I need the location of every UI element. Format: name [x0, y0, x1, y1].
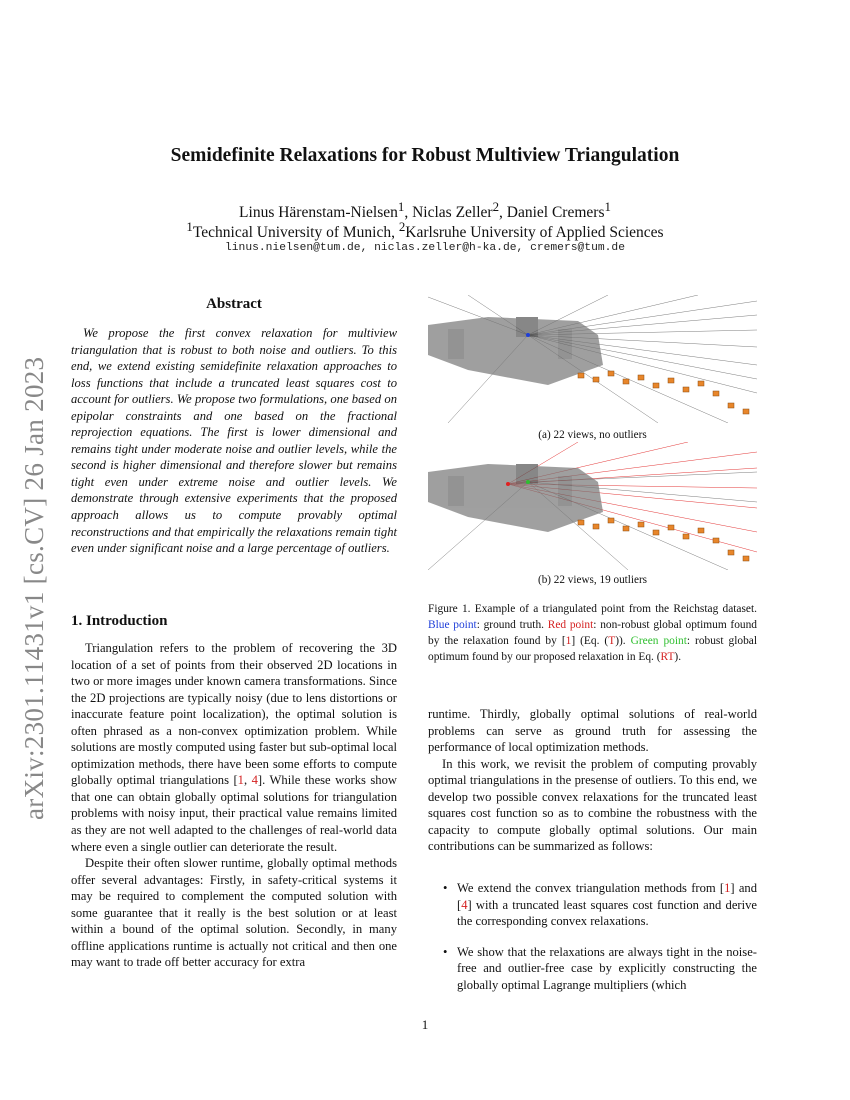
paper-title: Semidefinite Relaxations for Robust Multiview Triangulation: [170, 145, 680, 166]
affil-1-mark: 1: [186, 219, 193, 234]
figure-1a-caption: (a) 22 views, no outliers: [538, 429, 647, 441]
introduction-body: [71, 640, 397, 971]
abstract-body: We propose the first convex relaxation for multiview triangulation that is robust to both noise and outliers. To this end, we extend existing semidefinite relaxation approaches to loss functions that include a truncated least squares cost to account for outliers. We propose two formulations, one based on epipolar constraints and one based on the fractional reprojection equations. The first is lower dimensional and remains tight under moderate noise and outlier levels, while the second is higher dimensional and therefore slower but remains tight even under extreme noise and outlier levels. We demonstrate through extensive experiments that the proposed approach allows us to compute provably optimal reconstructions and that empirically the relaxations remain tight even under significant noise and a large percentage of outliers.: [71, 326, 397, 556]
building-point-cloud: [428, 317, 603, 385]
page-number: 1: [421, 1017, 429, 1032]
figure-1-caption: [428, 601, 757, 665]
author-1: Linus Härenstam-Nielsen: [239, 204, 398, 222]
intro-paragraph-1: [71, 640, 397, 855]
right-paragraph-2: In this work, we revisit the problem of computing provably optimal triangulations in the presense of outliers. To this end, we develop two possible convex relaxations for the truncated least squares cost function so as to combine the robustness with the capacity to compute globally optimal solutions. Our main contributions can be summarized as follows:: [428, 756, 757, 854]
caption-green-end: ).: [674, 651, 682, 664]
right-paragraph-1: runtime. Thirdly, globally optimal solutions of real-world problems can serve as ground truth for assessing the performance of local optimization methods.: [428, 707, 757, 755]
citation-link[interactable]: 1: [237, 773, 244, 788]
citation-separator: ,: [243, 773, 252, 788]
section-heading-introduction: 1. Introduction: [71, 613, 168, 629]
author-emails: linus.nielsen@tum.de, niclas.zeller@h-ka.de, cremers@tum.de: [225, 242, 625, 254]
author-1-affil: 1: [397, 199, 405, 214]
ground-truth-point: [526, 333, 530, 337]
equation-link[interactable]: T: [608, 635, 616, 648]
caption-red-mid: ] (Eq. (: [571, 635, 609, 648]
author-3: , Daniel Cremers: [499, 204, 605, 222]
citation-link[interactable]: 1: [724, 881, 731, 895]
right-column-body: [428, 706, 757, 855]
intro-p1-text: Triangulation refers to the problem of recovering the 3D location of a set of points from their observed 2D locations in two or more images under known camera transformations. Since the 2D projections are typically noisy (due to lens distortions or inaccurate feature point localization), the optimal solution is often phrased as a non-convex optimization problem. While solutions are mostly computed using faster but sub-optimal local optimization methods, there have been some efforts to compute globally optimal triangulations [: [71, 641, 397, 788]
affiliations: [0, 219, 850, 242]
caption-prefix: Figure 1. Example of a triangulated point from the Reichstag dataset.: [428, 603, 757, 615]
citation-link[interactable]: 4: [251, 773, 258, 788]
author-2: , Niclas Zeller: [404, 204, 493, 222]
affil-2: Karlsruhe University of Applied Sciences: [405, 224, 664, 242]
intro-p1-text-cont: ]. While these works show that one can obtain globally optimal solutions for triangulation problems with noisy input, their practical value remains limited as they are not well adapted to the challenges of real-world data where even a single outlier can deteriorate the result.: [71, 773, 397, 854]
citation-link[interactable]: 4: [461, 897, 468, 912]
caption-green-text: : robust global optimum found by our proposed relaxation in Eq. (: [428, 635, 758, 664]
caption-blue-text: : ground truth.: [476, 619, 544, 632]
list-item-text-cont: ] with a truncated least squares cost function and derive the corresponding convex relaxations.: [457, 897, 757, 929]
figure-1b-caption: (b) 22 views, 19 outliers: [537, 574, 648, 586]
arxiv-stamp: arXiv:2301.11431v1 [cs.CV] 26 Jan 2023: [19, 356, 49, 820]
list-item-text: We show that the relaxations are always tight in the noise-free and outlier-free case by explicitly constructing the globally optimal Lagrange multipliers (which: [457, 944, 757, 992]
caption-blue-label: Blue point: [428, 619, 477, 632]
caption-red-end: )).: [615, 635, 626, 648]
list-item: [440, 944, 757, 994]
affil-1: Technical University of Munich,: [192, 224, 399, 242]
camera-markers: [578, 518, 749, 561]
building-point-cloud: [428, 464, 603, 532]
list-item-text-mid: ] and [: [457, 881, 757, 912]
citation-link[interactable]: 1: [565, 635, 572, 648]
non-robust-optimum-point: [506, 482, 510, 486]
caption-green-label: Green point: [630, 635, 687, 648]
author-3-affil: 1: [604, 199, 611, 214]
figure-1a-reichstag-no-outliers: [428, 295, 757, 423]
equation-link[interactable]: RT: [660, 651, 675, 664]
contributions-list: [440, 880, 757, 1007]
robust-optimum-point: [526, 480, 530, 484]
bullet-icon: •: [443, 944, 448, 959]
figure-1b-reichstag-with-outliers: [428, 442, 757, 570]
bullet-icon: •: [443, 881, 448, 895]
affil-2-mark: 2: [398, 219, 406, 234]
abstract-heading: Abstract: [206, 296, 262, 312]
author-2-affil: 2: [492, 199, 500, 214]
list-item-text: We extend the convex triangulation methods from [: [457, 881, 725, 895]
intro-paragraph-2: Despite their often slower runtime, globally optimal methods offer several advantages: Firstly, in safety-critical systems it may be required to complement the computed solution with some guarantee that it really is the best solution or at least within a bound of the optimal solution. Secondly, in many offline applications runtime is actually not critical and then one may want to trade off better accuracy for extra: [71, 856, 397, 970]
caption-red-text: : non-robust global optimum found by the relaxation found by [: [428, 619, 758, 648]
camera-markers: [578, 371, 749, 414]
list-item: [440, 880, 757, 930]
caption-red-label: Red point: [547, 619, 594, 632]
